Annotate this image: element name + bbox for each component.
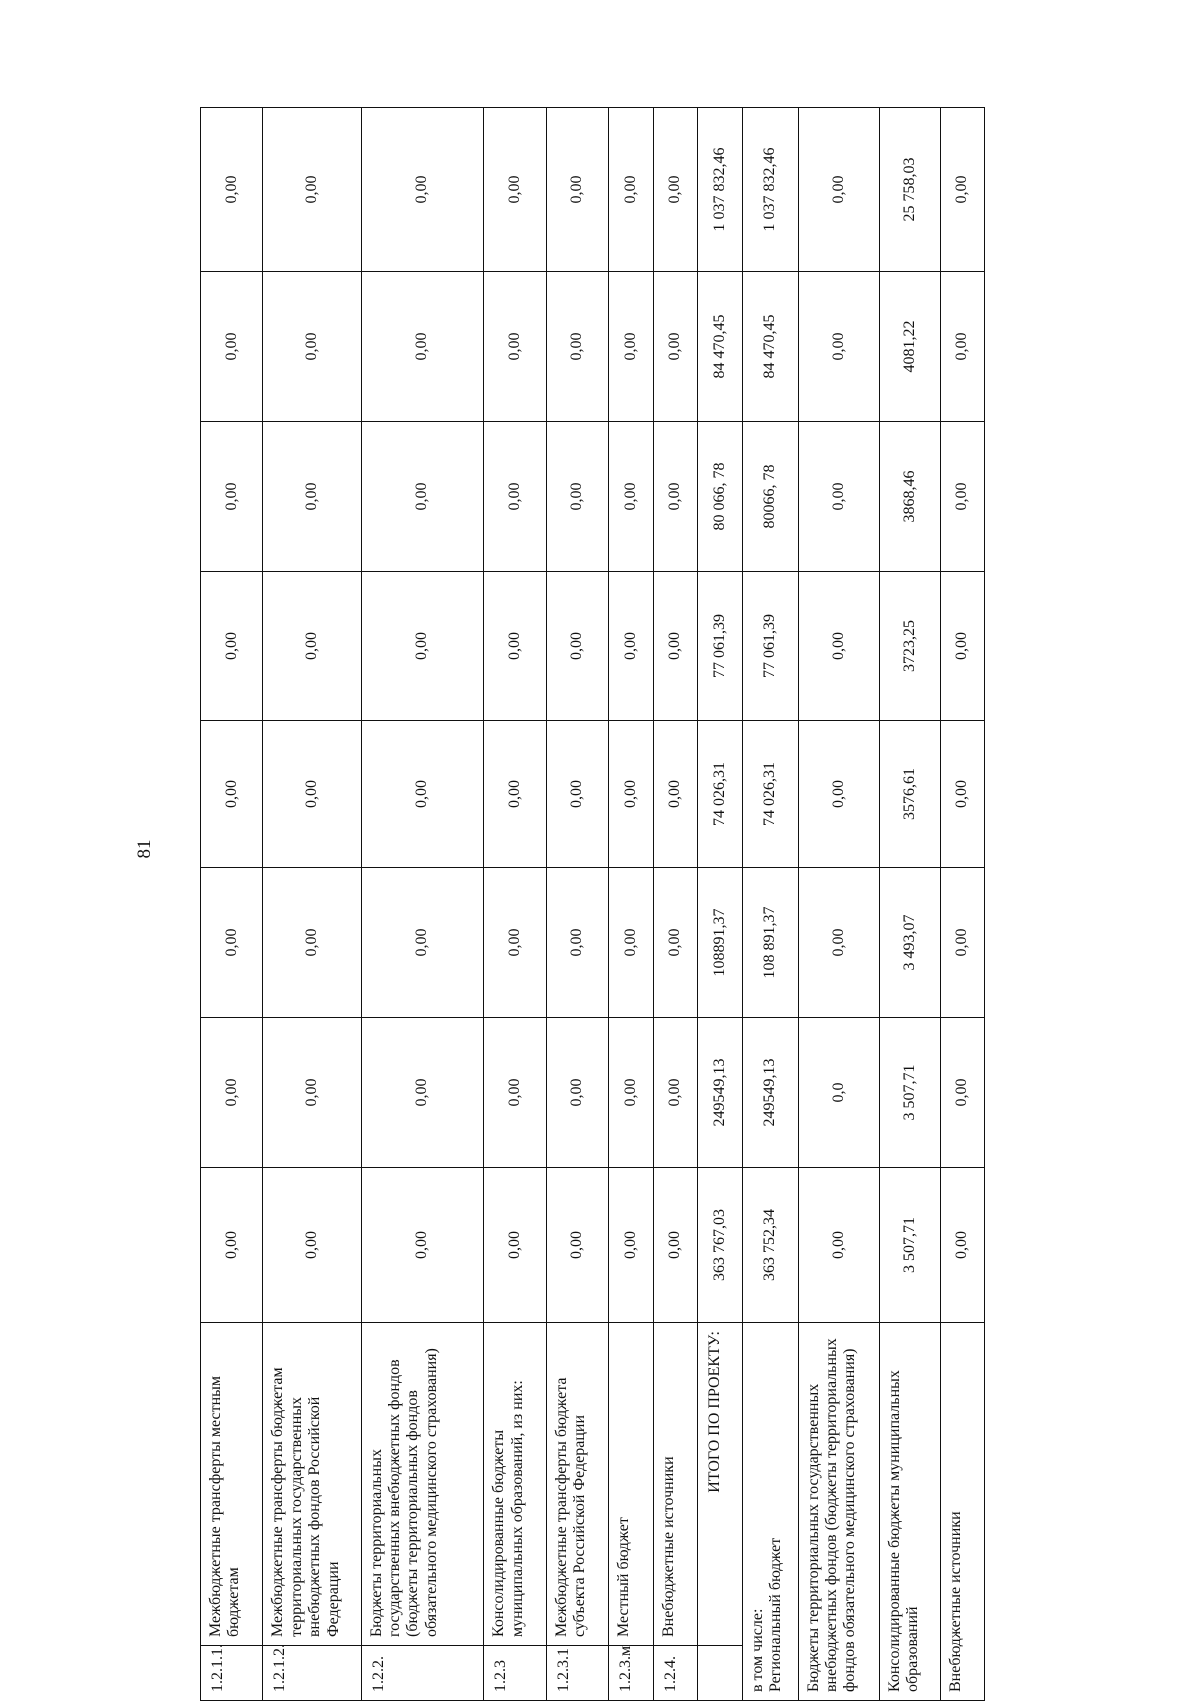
total-label: ИТОГО ПО ПРОЕКТУ: [698,1323,743,1646]
value-cell: 0,00 [653,272,698,422]
row-label: Бюджеты территориальных государственных внебюджетных фондов (бюджеты территориальных фондов обязательного медицинского страхования) [804,1338,859,1692]
value-cell: 0,00 [201,868,263,1018]
value-cell: 74 026,31 [698,721,743,868]
value-cell: 1 037 832,46 [698,108,743,272]
row-code: 1.2.3 [484,1646,546,1701]
value-cell: 0,00 [941,272,985,422]
value-cell: 77 061,39 [698,572,743,721]
empty-code-cell [698,1646,743,1701]
value-cell: 3 507,71 [880,1018,941,1168]
row-label: Консолидированные бюджеты муниципальных образований [886,1370,922,1692]
value-cell: 0,00 [361,422,484,572]
value-cell: 84 470,45 [698,272,743,422]
value-cell: 0,00 [609,108,654,272]
value-cell: 0,00 [546,272,608,422]
value-cell: 0,00 [263,422,361,572]
value-cell: 0,0 [798,1018,879,1168]
value-cell: 0,00 [484,721,546,868]
value-cell: 0,00 [653,1018,698,1168]
value-cell: 0,00 [361,108,484,272]
value-cell: 0,00 [263,572,361,721]
row-name [798,1323,879,1701]
value-cell: 74 026,31 [742,721,798,868]
value-cell: 363 752,34 [742,1168,798,1323]
value-cell: 0,00 [798,108,879,272]
value-cell: 0,00 [941,422,985,572]
value-cell: 3868,46 [880,422,941,572]
table-row [698,108,743,1701]
value-cell: 0,00 [201,1018,263,1168]
value-cell: 0,00 [653,1168,698,1323]
value-cell: 0,00 [361,721,484,868]
value-cell: 363 767,03 [698,1168,743,1323]
value-cell: 0,00 [941,1168,985,1323]
value-cell: 3 507,71 [880,1168,941,1323]
value-cell: 0,00 [484,1018,546,1168]
value-cell: 0,00 [798,422,879,572]
value-cell: 0,00 [263,272,361,422]
value-cell: 0,00 [609,272,654,422]
value-cell: 0,00 [609,721,654,868]
value-cell: 0,00 [484,572,546,721]
row-code: 1.2.3.м [609,1646,654,1701]
value-cell: 0,00 [361,572,484,721]
value-cell: 0,00 [546,721,608,868]
row-name [880,1323,941,1701]
table-row [941,108,985,1701]
row-code: 1.2.2. [361,1646,484,1701]
value-cell: 0,00 [201,721,263,868]
value-cell: 0,00 [263,1168,361,1323]
row-code: 1.2.3.1 [546,1646,608,1701]
row-name: Межбюджетные трансферты бюджетам территориальных государственных внебюджетных фондов Российской Федерации [263,1323,361,1646]
value-cell: 0,00 [609,868,654,1018]
value-cell: 0,00 [546,1018,608,1168]
value-cell: 0,00 [941,108,985,272]
value-cell: 0,00 [201,108,263,272]
value-cell: 0,00 [201,272,263,422]
value-cell: 0,00 [484,1168,546,1323]
value-cell: 0,00 [798,1168,879,1323]
page-number: 81 [134,839,155,859]
value-cell: 0,00 [201,1168,263,1323]
value-cell: 3723,25 [880,572,941,721]
value-cell: 0,00 [484,868,546,1018]
value-cell: 0,00 [361,868,484,1018]
row-name: Межбюджетные трансферты бюджета субъекта Российской Федерации [546,1323,608,1646]
value-cell: 0,00 [653,572,698,721]
table-frame [200,108,985,1701]
row-name: Межбюджетные трансферты местным бюджетам [201,1323,263,1646]
table-row [798,108,879,1701]
value-cell: 3 493,07 [880,868,941,1018]
row-label: Внебюджетные источники [947,1511,965,1692]
value-cell: 0,00 [546,108,608,272]
value-cell: 0,00 [798,721,879,868]
value-cell: 0,00 [941,1018,985,1168]
value-cell: 80 066, 78 [698,422,743,572]
value-cell: 25 758,03 [880,108,941,272]
row-label: Региональный бюджет [767,1537,785,1692]
table-row [201,108,263,1701]
row-code: 1.2.1.1. [201,1646,263,1701]
value-cell: 1 037 832,46 [742,108,798,272]
value-cell: 3576,61 [880,721,941,868]
value-cell: 0,00 [484,272,546,422]
value-cell: 0,00 [609,1018,654,1168]
value-cell: 0,00 [609,1168,654,1323]
value-cell: 0,00 [361,1018,484,1168]
value-cell: 0,00 [609,422,654,572]
value-cell: 249549,13 [742,1018,798,1168]
value-cell: 84 470,45 [742,272,798,422]
value-cell: 0,00 [361,272,484,422]
row-name [941,1323,985,1701]
row-code: 1.2.4. [653,1646,698,1701]
value-cell: 0,00 [201,572,263,721]
value-cell: 108891,37 [698,868,743,1018]
value-cell: 0,00 [609,572,654,721]
value-cell: 0,00 [546,868,608,1018]
value-cell: 0,00 [653,868,698,1018]
value-cell: 0,00 [798,572,879,721]
value-cell: 80066, 78 [742,422,798,572]
value-cell: 0,00 [546,1168,608,1323]
value-cell: 0,00 [201,422,263,572]
row-prefix: в том числе: [748,1608,766,1692]
row-name: Консолидированные бюджеты муниципальных образований, из них: [484,1323,546,1646]
budget-table [200,107,985,1701]
value-cell: 0,00 [546,422,608,572]
value-cell: 0,00 [263,108,361,272]
row-name [742,1323,798,1701]
table-row [609,108,654,1701]
value-cell: 0,00 [798,868,879,1018]
rotated-table-container [200,108,985,1701]
value-cell: 0,00 [546,572,608,721]
table-row [742,108,798,1701]
value-cell: 249549,13 [698,1018,743,1168]
table-row [263,108,361,1701]
row-name: Местный бюджет [609,1323,654,1646]
value-cell: 77 061,39 [742,572,798,721]
table-row [484,108,546,1701]
row-name: Внебюджетные источники [653,1323,698,1646]
value-cell: 0,00 [263,721,361,868]
value-cell: 0,00 [484,108,546,272]
value-cell: 0,00 [798,272,879,422]
table-row [880,108,941,1701]
value-cell: 0,00 [941,721,985,868]
table-row [361,108,484,1701]
value-cell: 0,00 [653,422,698,572]
row-code: 1.2.1.2. [263,1646,361,1701]
value-cell: 0,00 [263,868,361,1018]
value-cell: 108 891,37 [742,868,798,1018]
value-cell: 0,00 [263,1018,361,1168]
value-cell: 4081,22 [880,272,941,422]
value-cell: 0,00 [361,1168,484,1323]
value-cell: 0,00 [653,721,698,868]
table-row [653,108,698,1701]
value-cell: 0,00 [653,108,698,272]
table-row [546,108,608,1701]
value-cell: 0,00 [941,572,985,721]
row-name: Бюджеты территориальных государственных внебюджетных фондов (бюджеты территориальных фондов обязательного медицинского страхования) [361,1323,484,1646]
value-cell: 0,00 [941,868,985,1018]
value-cell: 0,00 [484,422,546,572]
